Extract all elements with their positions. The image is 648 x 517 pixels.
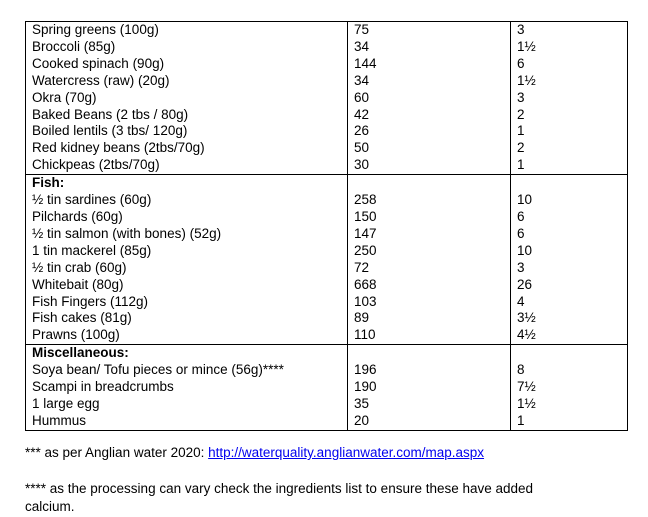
table-row xyxy=(26,140,628,157)
portions-cell: 1½ xyxy=(511,39,628,56)
portions-cell: 4½ xyxy=(511,327,628,344)
table-row xyxy=(26,226,628,243)
calcium-mg-cell: 668 xyxy=(348,277,511,294)
calcium-mg-cell: 110 xyxy=(348,327,511,344)
food-cell: Spring greens (100g) xyxy=(26,22,348,39)
food-cell: Prawns (100g) xyxy=(26,327,348,344)
footnote-processing xyxy=(25,480,533,516)
portions-cell: 1½ xyxy=(511,73,628,90)
calcium-mg-cell: 35 xyxy=(348,396,511,413)
portions-cell: 6 xyxy=(511,226,628,243)
portions-cell: 1 xyxy=(511,123,628,140)
table-row xyxy=(26,73,628,90)
calcium-mg-cell: 196 xyxy=(348,362,511,379)
portions-cell: 1 xyxy=(511,157,628,174)
food-cell: Scampi in breadcrumbs xyxy=(26,379,348,396)
portions-cell: 1 xyxy=(511,413,628,430)
calcium-mg-cell: 144 xyxy=(348,56,511,73)
calcium-mg-cell: 75 xyxy=(348,22,511,39)
calcium-mg-cell: 20 xyxy=(348,413,511,430)
calcium-mg-cell: 30 xyxy=(348,157,511,174)
food-cell: Watercress (raw) (20g) xyxy=(26,73,348,90)
calcium-mg-cell: 50 xyxy=(348,140,511,157)
footnote-processing-line1: **** as the processing can vary check the ingredients list to ensure these have added xyxy=(25,481,534,496)
food-cell: ½ tin salmon (with bones) (52g) xyxy=(26,226,348,243)
food-cell: 1 large egg xyxy=(26,396,348,413)
portions-cell: 3 xyxy=(511,260,628,277)
food-cell: Okra (70g) xyxy=(26,90,348,107)
food-cell: Cooked spinach (90g) xyxy=(26,56,348,73)
food-cell: Red kidney beans (2tbs/70g) xyxy=(26,140,348,157)
table-row xyxy=(26,56,628,73)
portions-cell: 6 xyxy=(511,209,628,226)
portions-cell: 10 xyxy=(511,192,628,209)
table-row xyxy=(26,39,628,56)
portions-cell: 2 xyxy=(511,140,628,157)
footnote-anglian-water xyxy=(25,444,484,462)
anglian-water-link[interactable]: http://waterquality.anglianwater.com/map.aspx xyxy=(208,445,485,460)
table-row xyxy=(26,243,628,260)
food-cell: Baked Beans (2 tbs / 80g) xyxy=(26,107,348,124)
food-cell: 1 tin mackerel (85g) xyxy=(26,243,348,260)
food-cell: Chickpeas (2tbs/70g) xyxy=(26,157,348,174)
section-heading: Fish: xyxy=(26,175,348,192)
table-row xyxy=(26,277,628,294)
food-cell: Whitebait (80g) xyxy=(26,277,348,294)
calcium-mg-cell: 42 xyxy=(348,107,511,124)
calcium-mg-cell: 190 xyxy=(348,379,511,396)
portions-cell: 6 xyxy=(511,56,628,73)
portions-cell: 7½ xyxy=(511,379,628,396)
table-row xyxy=(26,107,628,124)
portions-cell: 4 xyxy=(511,294,628,311)
food-cell: ½ tin sardines (60g) xyxy=(26,192,348,209)
portions-cell: 8 xyxy=(511,362,628,379)
section-heading: Miscellaneous: xyxy=(26,345,348,362)
table-row xyxy=(26,123,628,140)
calcium-mg-cell: 34 xyxy=(348,73,511,90)
calcium-food-table xyxy=(25,21,628,431)
calcium-mg-cell: 150 xyxy=(348,209,511,226)
table-row xyxy=(26,260,628,277)
portions-cell: 3½ xyxy=(511,310,628,327)
portions-cell: 3 xyxy=(511,22,628,39)
table-row xyxy=(26,294,628,311)
food-cell: Fish cakes (81g) xyxy=(26,310,348,327)
food-cell: Boiled lentils (3 tbs/ 120g) xyxy=(26,123,348,140)
section-heading-row xyxy=(26,345,628,362)
table-row xyxy=(26,310,628,327)
section-vegetables xyxy=(26,22,628,175)
table-row xyxy=(26,362,628,379)
portions-cell: 2 xyxy=(511,107,628,124)
portions-cell: 10 xyxy=(511,243,628,260)
food-cell: Soya bean/ Tofu pieces or mince (56g)**** xyxy=(26,362,348,379)
calcium-mg-cell: 147 xyxy=(348,226,511,243)
portions-cell: 26 xyxy=(511,277,628,294)
food-cell: Hummus xyxy=(26,413,348,430)
table-row xyxy=(26,379,628,396)
table-row xyxy=(26,157,628,174)
calcium-mg-cell: 89 xyxy=(348,310,511,327)
table-row xyxy=(26,22,628,39)
section-miscellaneous xyxy=(26,345,628,431)
table-row xyxy=(26,396,628,413)
section-fish xyxy=(26,175,628,345)
section-heading-row xyxy=(26,175,628,192)
calcium-mg-cell: 72 xyxy=(348,260,511,277)
footnote-anglian-text: *** as per Anglian water 2020: xyxy=(25,445,209,460)
portions-cell: 3 xyxy=(511,90,628,107)
calcium-mg-cell: 60 xyxy=(348,90,511,107)
calcium-mg-cell: 103 xyxy=(348,294,511,311)
calcium-mg-cell: 26 xyxy=(348,123,511,140)
food-cell: Fish Fingers (112g) xyxy=(26,294,348,311)
table-row xyxy=(26,327,628,344)
calcium-mg-cell: 258 xyxy=(348,192,511,209)
food-cell: Broccoli (85g) xyxy=(26,39,348,56)
footnote-processing-line2: calcium. xyxy=(25,499,75,514)
portions-cell: 1½ xyxy=(511,396,628,413)
calcium-mg-cell: 250 xyxy=(348,243,511,260)
table-row xyxy=(26,209,628,226)
calcium-mg-cell: 34 xyxy=(348,39,511,56)
table-row xyxy=(26,192,628,209)
table-spacer-row xyxy=(26,430,628,431)
food-cell: Pilchards (60g) xyxy=(26,209,348,226)
table-row xyxy=(26,90,628,107)
food-cell: ½ tin crab (60g) xyxy=(26,260,348,277)
table-row xyxy=(26,413,628,430)
